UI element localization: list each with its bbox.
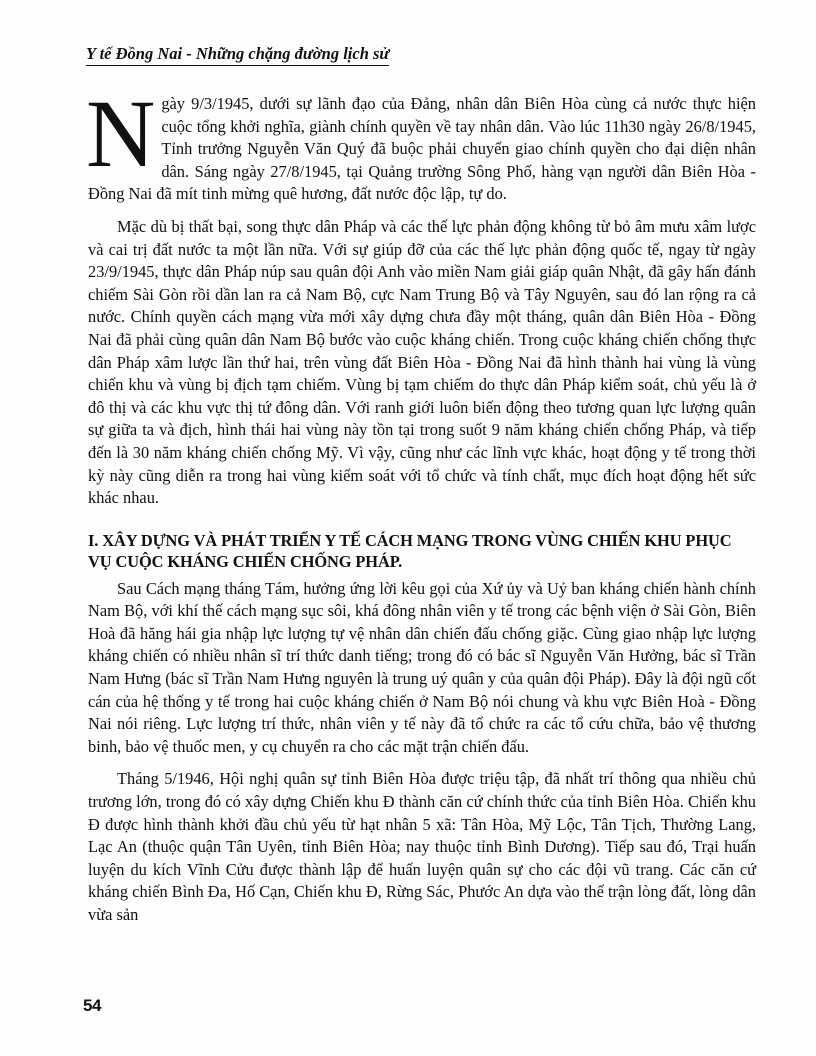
drop-cap: N <box>86 80 156 187</box>
page-body <box>86 80 756 927</box>
paragraph-medical-staff: Sau Cách mạng tháng Tám, hưởng ứng lời kêu gọi của Xứ ủy và Uỷ ban kháng chiến hành chính Nam Bộ, với khí thế cách mạng sục sôi, khá đông nhân viên y tế trong các bệnh viện ở Sài Gòn, Biên Hoà đã hăng hái gia nhập lực lượng tự vệ nhân dân chiến đấu chống giặc. Cùng giao nhập lực lượng kháng chiến có nhiều nhân sĩ trí thức danh tiếng; trong đó có bác sĩ Nguyễn Văn Hưởng, bác sĩ Trần Nam Hưng (bác sĩ Trần Nam Hưng nguyên là trung uý quân y của quân đội Pháp). Đây là đội ngũ cốt cán của hệ thống y tế trong hai cuộc kháng chiến ở Nam Bộ nói chung và khu vực Biên Hoà - Đồng Nai nói riêng. Lực lượng trí thức, nhân viên y tế này đã tổ chức ra các tổ cứu chữa, bảo vệ thương binh, bảo vệ thuốc men, y cụ chuyển ra cho các mặt trận chiến đấu. <box>88 578 756 756</box>
paragraph-context: Mặc dù bị thất bại, song thực dân Pháp và các thế lực phản động không từ bỏ âm mưu xâm lược và cai trị đất nước ta một lần nữa. Với sự giúp đỡ của các thế lực phản động quốc tế, ngay từ ngày 23/9/1945, thực dân Pháp núp sau quân đội Anh vào miền Nam giải giáp quân Nhật, đã gây hấn đánh chiếm Sài Gòn rồi dần lan ra cả Nam Bộ, cực Nam Trung Bộ và Tây Nguyên, sau đó lan rộng ra cả nước. Chính quyền cách mạng vừa mới xây dựng chưa đầy một tháng, quân dân Biên Hòa - Đồng Nai đã phải cùng quân dân Nam Bộ bước vào cuộc kháng chiến. Trong cuộc kháng chiến chống thực dân Pháp xâm lược lần thứ hai, trên vùng đất Biên Hòa - Đồng Nai đã hình thành hai vùng là vùng chiến khu và vùng bị địch tạm chiếm. Vùng bị tạm chiếm do thực dân Pháp kiểm soát, chủ yếu là ở đô thị và các khu vực thị tứ đông dân. Với ranh giới luôn biến động theo tương quan lực lượng quân sự giữa ta và địch, hình thái hai vùng này tồn tại trong suốt 9 năm kháng chiến chống Pháp, và tiếp đến là 30 năm kháng chiến chống Mỹ. Vì vậy, cũng như các lĩnh vực khác, hoạt động y tế trong thời kỳ này cũng diễn ra trong hai vùng kiểm soát với tổ chức và tính chất, mục đích hoạt động hết sức khác nhau. <box>88 216 756 508</box>
running-header: Y tế Đồng Nai - Những chặng đường lịch sử <box>86 44 389 66</box>
paragraph-intro-text: gày 9/3/1945, dưới sự lãnh đạo của Đảng, nhân dân Biên Hòa cùng cả nước thực hiện cuộc tổng khởi nghĩa, giành chính quyền về tay nhân dân. Vào lúc 11h30 ngày 26/8/1945, Tỉnh trưởng Nguyễn Văn Quý đã buộc phải chuyển giao chính quyền cho đại diện nhân dân. Sáng ngày 27/8/1945, tại Quảng trường Sông Phố, hàng vạn người dân Biên Hòa - Đồng Nai đã mít tinh mừng quê hương, đất nước độc lập, tự do. <box>88 94 756 204</box>
paragraph-war-zone-d: Tháng 5/1946, Hội nghị quân sự tỉnh Biên Hòa được triệu tập, đã nhất trí thông qua nhiều chủ trương lớn, trong đó có xây dựng Chiến khu Đ thành căn cứ chính thức của tỉnh Biên Hòa. Chiến khu Đ được hình thành khởi đầu chủ yếu từ hạt nhân 5 xã: Tân Hòa, Mỹ Lộc, Tân Tịch, Thường Lang, Lạc An (thuộc quận Tân Uyên, tỉnh Biên Hòa; nay thuộc tỉnh Bình Dương). Tiếp sau đó, Trại huấn luyện du kích Vĩnh Cửu được thành lập để huấn luyện quân sự cho các đội vũ trang. Các căn cứ kháng chiến Bình Đa, Hố Cạn, Chiến khu Đ, Rừng Sác, Phước An dựa vào thế trận lòng đất, lòng dân vừa sản <box>88 769 756 924</box>
paragraph-intro <box>86 80 756 206</box>
page-number: 54 <box>83 996 101 1015</box>
section-heading: I. XÂY DỰNG VÀ PHÁT TRIỂN Y TẾ CÁCH MẠNG TRONG VÙNG CHIẾN KHU PHỤC VỤ CUỘC KHÁNG CHIẾN CHỐNG PHÁP. <box>88 530 732 571</box>
